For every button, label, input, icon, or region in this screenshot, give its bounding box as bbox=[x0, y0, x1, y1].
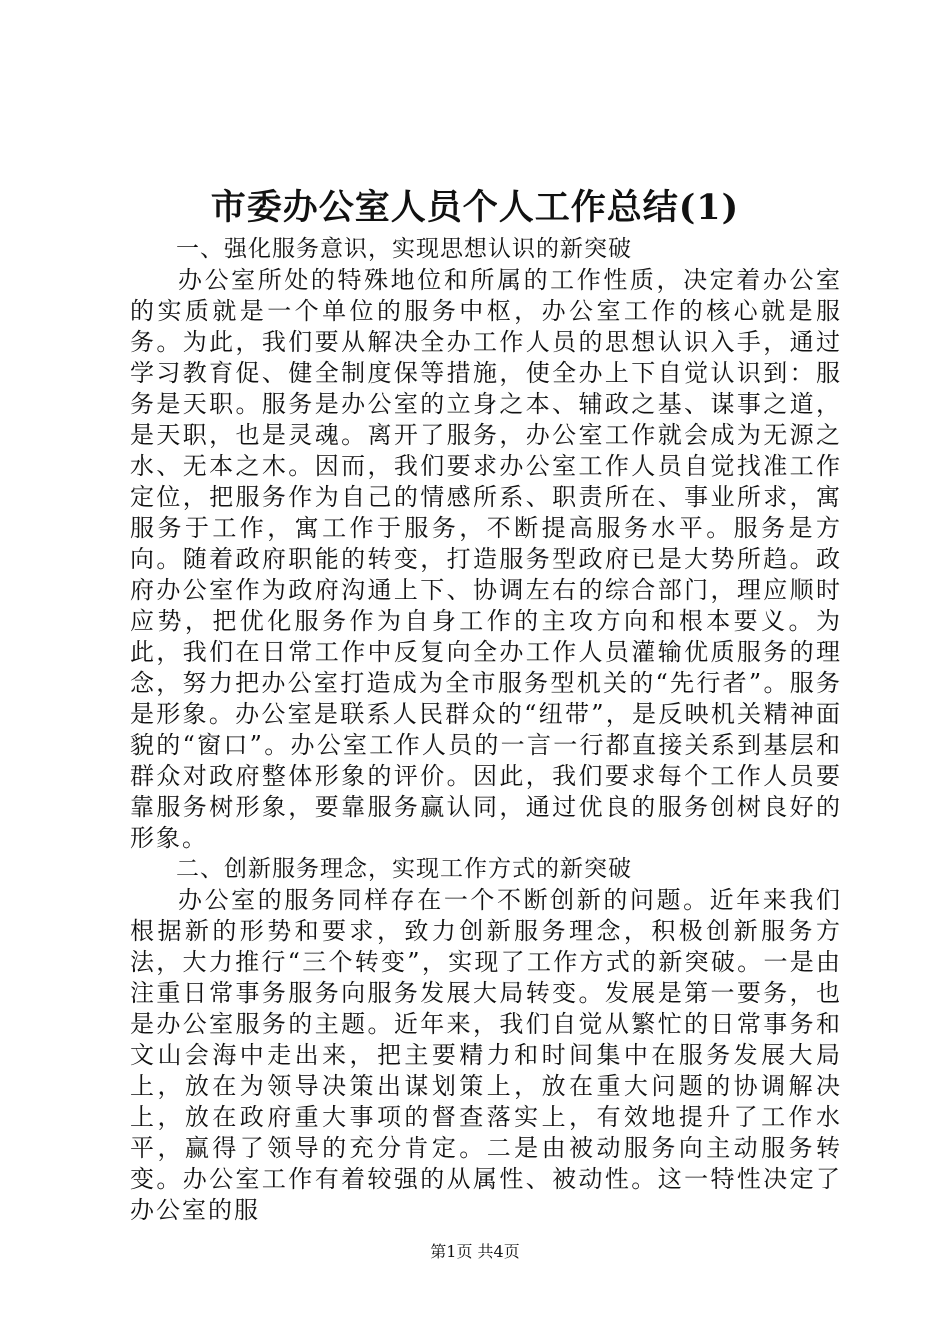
document-body bbox=[130, 234, 842, 1226]
document-title: 市委办公室人员个人工作总结(1) bbox=[210, 187, 740, 228]
section-heading-1: 一、强化服务意识，实现思想认识的新突破 bbox=[176, 236, 632, 262]
section-heading-2: 二、创新服务理念，实现工作方式的新突破 bbox=[176, 856, 632, 882]
section-paragraph-1: 办公室所处的特殊地位和所属的工作性质，决定着办公室的实质就是一个单位的服务中枢，办公室工作的核心就是服务。为此，我们要从解决全办工作人员的思想认识入手，通过学习教育促、健全制度保等措施，使全办上下自觉认识到：服务是天职。服务是办公室的立身之本、辅政之基、谋事之道，是天职，也是灵魂。离开了服务，办公室工作就会成为无源之水、无本之木。因而，我们要求办公室工作人员自觉找准工作定位，把服务作为自己的情感所系、职责所在、事业所求，寓服务于工作，寓工作于服务，不断提高服务水平。服务是方向。随着政府职能的转变，打造服务型政府已是大势所趋。政府办公室作为政府沟通上下、协调左右的综合部门，理应顺时应势，把优化服务作为自身工作的主攻方向和根本要义。为此，我们在日常工作中反复向全办工作人员灌输优质服务的理念，努力把办公室打造成为全市服务型机关的“先行者”。服务是形象。办公室是联系人民群众的“纽带”，是反映机关精神面貌的“窗口”。办公室工作人员的一言一行都直接关系到基层和群众对政府整体形象的评价。因此，我们要求每个工作人员要靠服务树形象，要靠服务赢认同，通过优良的服务创树良好的形象。 bbox=[130, 266, 842, 852]
page-footer: 第1页 共4页 bbox=[430, 1242, 520, 1261]
section-paragraph-2: 办公室的服务同样存在一个不断创新的问题。近年来我们根据新的形势和要求，致力创新服务理念，积极创新服务方法，大力推行“三个转变”，实现了工作方式的新突破。一是由注重日常事务服务向服务发展大局转变。发展是第一要务，也是办公室服务的主题。近年来，我们自觉从繁忙的日常事务和文山会海中走出来，把主要精力和时间集中在服务发展大局上，放在为领导决策出谋划策上，放在重大问题的协调解决上，放在政府重大事项的督查落实上，有效地提升了工作水平，赢得了领导的充分肯定。二是由被动服务向主动服务转变。办公室工作有着较强的从属性、被动性。这一特性决定了办公室的服 bbox=[130, 886, 842, 1224]
